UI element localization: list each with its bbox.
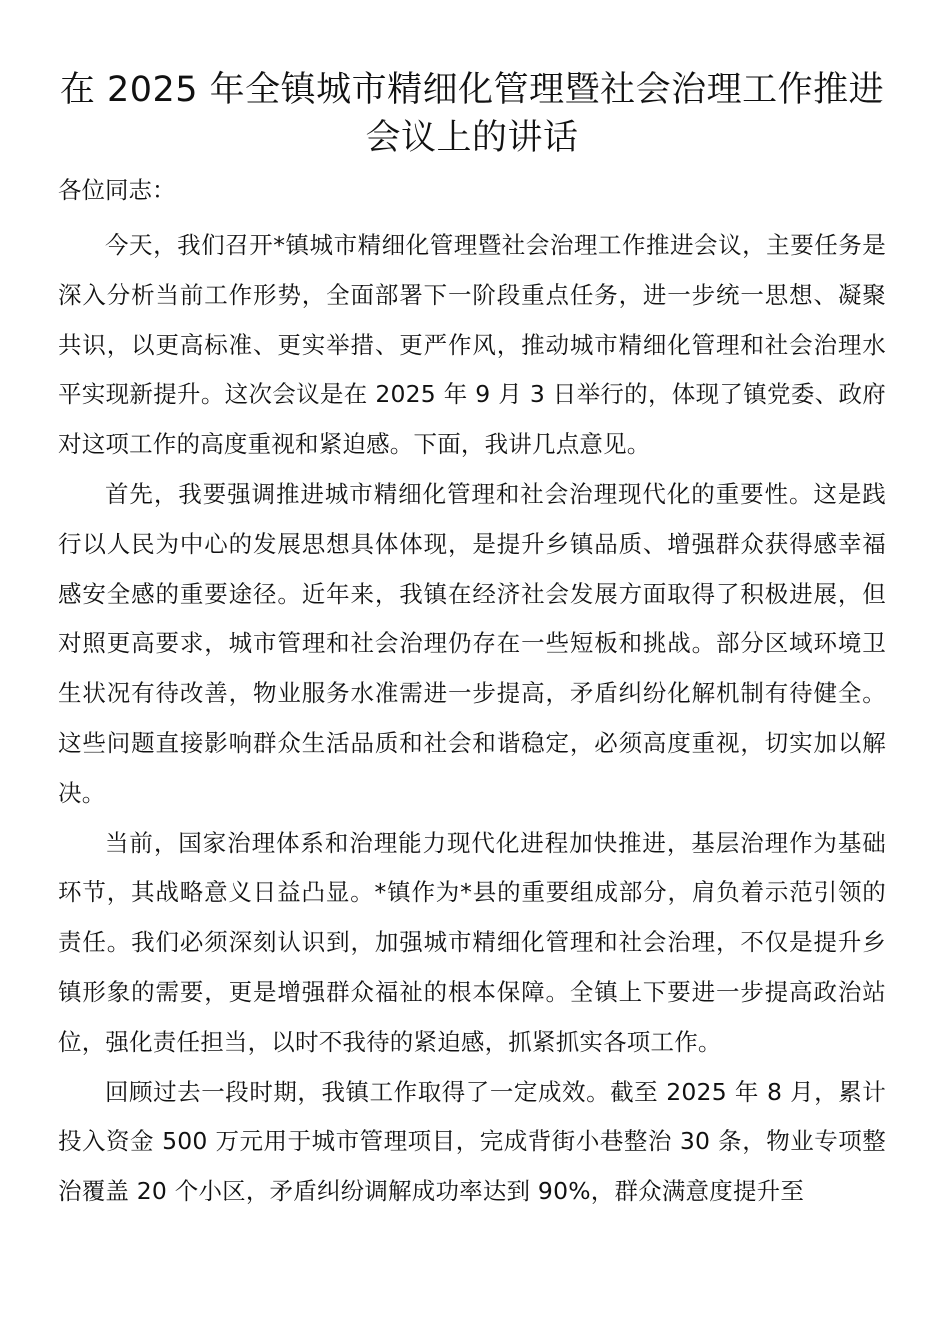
- document-title: 在 2025 年全镇城市精细化管理暨社会治理工作推进会议上的讲话: [59, 70, 885, 158]
- salutation: 各位同志：: [58, 176, 176, 204]
- paragraph-current-situation: 当前，国家治理体系和治理能力现代化进程加快推进，基层治理作为基础环节，其战略意义日益凸显。*镇作为*县的重要组成部分，肩负着示范引领的责任。我们必须深刻认识到，加强城市精细化管理和社会治理，不仅是提升乡镇形象的需要，更是增强群众福祉的根本保障。全镇上下要进一步提高政治站位，强化责任担当，以时不我待的紧迫感，抓紧抓实各项工作。: [58, 828, 886, 1056]
- paragraph-importance: 首先，我要强调推进城市精细化管理和社会治理现代化的重要性。这是践行以人民为中心的发展思想具体体现，是提升乡镇品质、增强群众获得感幸福感安全感的重要途径。近年来，我镇在经济社会发展方面取得了积极进展，但对照更高要求，城市管理和社会治理仍存在一些短板和挑战。部分区域环境卫生状况有待改善，物业服务水准需进一步提高，矛盾纠纷化解机制有待健全。这些问题直接影响群众生活品质和社会和谐稳定，必须高度重视，切实加以解决。: [58, 479, 886, 807]
- document-page: [58, 66, 886, 1217]
- paragraph-review: 回顾过去一段时期，我镇工作取得了一定成效。截至 2025 年 8 月，累计投入资金 500 万元用于城市管理项目，完成背街小巷整治 30 条，物业专项整治覆盖 20 个小区，矛盾纠纷调解成功率达到 90%，群众满意度提升至: [58, 1077, 886, 1206]
- paragraph-intro: 今天，我们召开*镇城市精细化管理暨社会治理工作推进会议，主要任务是深入分析当前工作形势，全面部署下一阶段重点任务，进一步统一思想、凝聚共识，以更高标准、更实举措、更严作风，推动城市精细化管理和社会治理水平实现新提升。这次会议是在 2025 年 9 月 3 日举行的，体现了镇党委、政府对这项工作的高度重视和紧迫感。下面，我讲几点意见。: [58, 231, 886, 459]
